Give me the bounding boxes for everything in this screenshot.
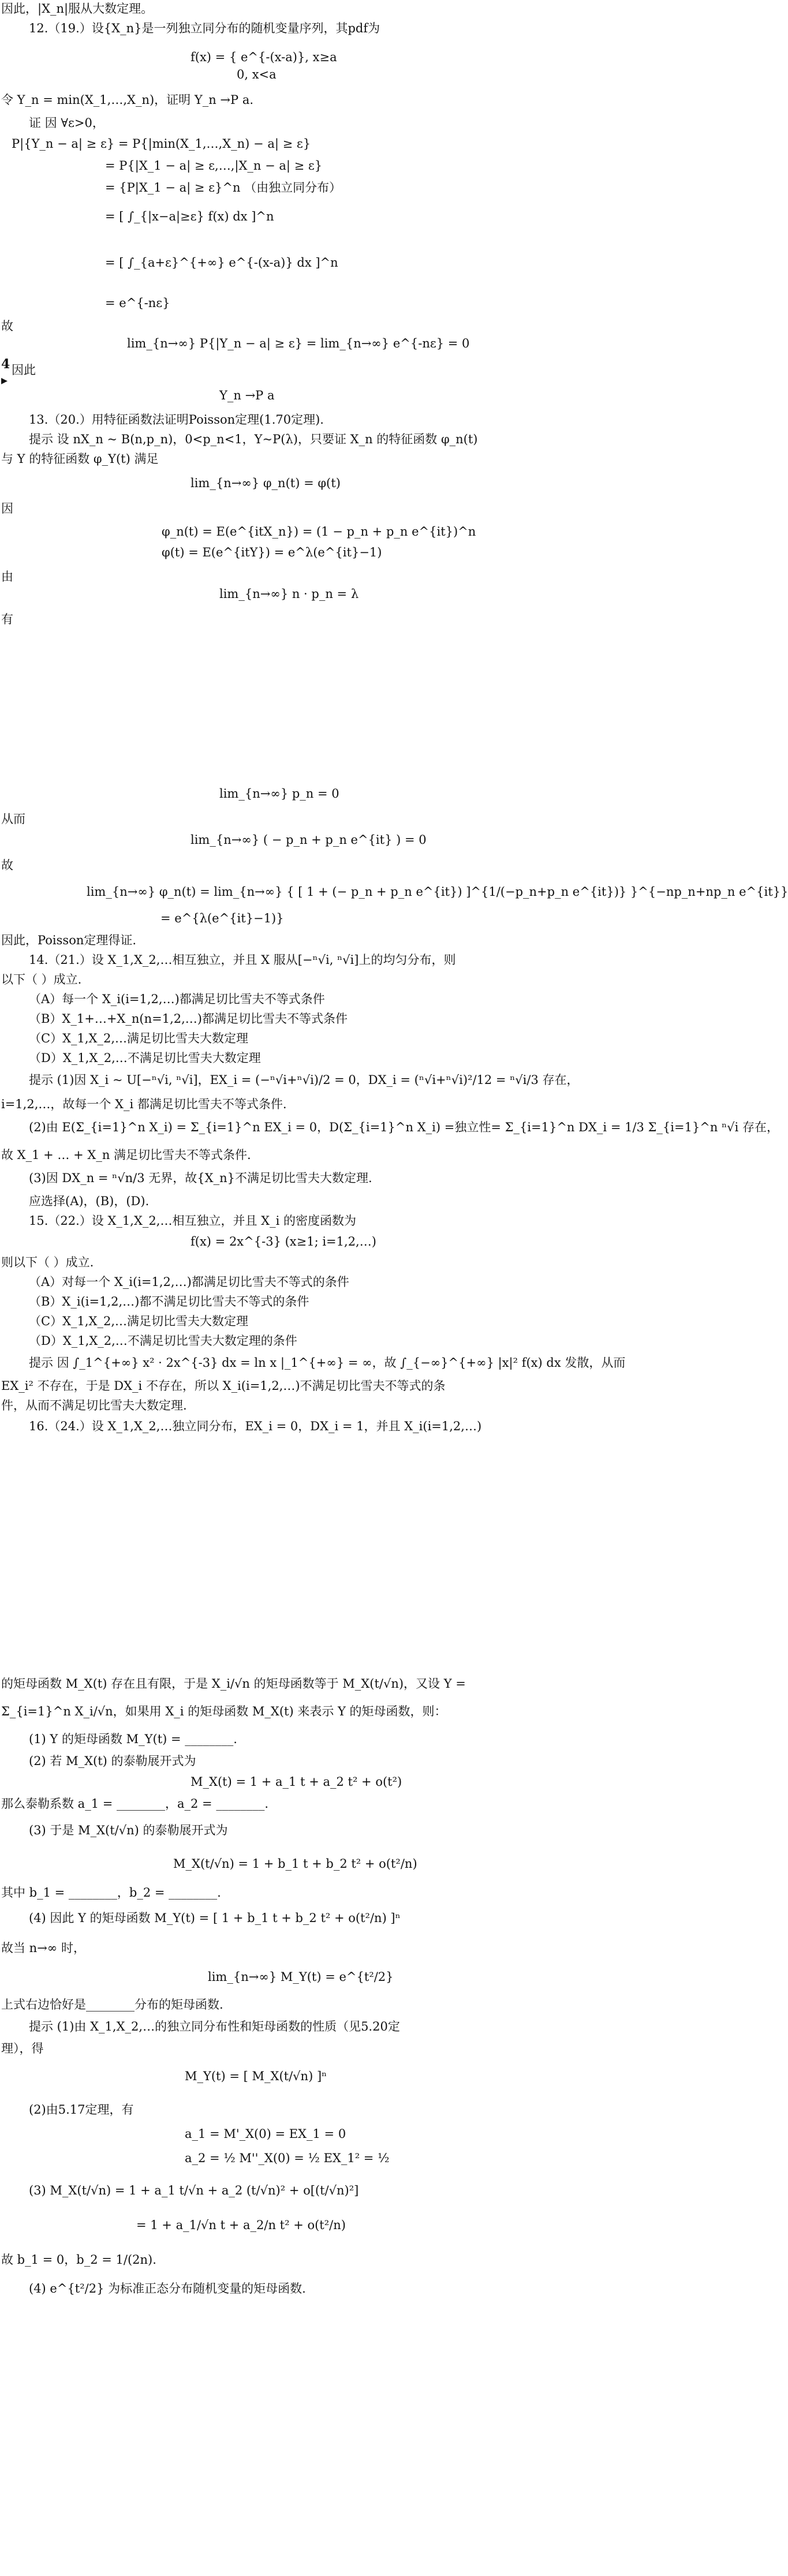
text-line-l09: = {P|X_1 − a| ≥ ε}^n （由独立同分布） — [105, 181, 342, 195]
text-line-l15: 因此 — [12, 363, 36, 377]
text-line-l47: f(x) = 2x^{-3} (x≥1; i=1,2,…) — [191, 1235, 376, 1248]
text-line-l71: 理），得 — [1, 2042, 44, 2055]
text-line-l22: φ_n(t) = E(e^{itX_n}) = (1 − p_n + p_n e^{it})^n — [162, 525, 476, 539]
text-line-l12: = e^{-nε} — [105, 296, 170, 310]
text-line-l38: （C）X_1,X_2,…满足切比雪夫大数定理 — [29, 1031, 249, 1045]
text-line-l08: = P{|X_1 − a| ≥ ε,…,|X_n − a| ≥ ε} — [105, 159, 323, 173]
text-line-l77: = 1 + a_1/√n t + a_2/n t² + o(t²/n) — [136, 2218, 346, 2232]
text-line-l16: Y_n →P a — [219, 388, 275, 402]
margin-mark-m2: ▸ — [1, 373, 8, 388]
text-line-l69: 上式右边恰好是________分布的矩母函数. — [1, 1998, 223, 2012]
text-line-l31: lim_{n→∞} φ_n(t) = lim_{n→∞} { [ 1 + (− p_n + p_n e^{it}) ]^{1/(−p_n+p_n e^{it})} }^{−np_n+np_n e^{it}} — [87, 885, 788, 899]
text-line-l43: 故 X_1 + … + X_n 满足切比雪夫不等式条件. — [1, 1148, 251, 1162]
text-line-l19: 与 Y 的特征函数 φ_Y(t) 满足 — [1, 452, 159, 466]
text-line-l53: 提示 因 ∫_1^{+∞} x² · 2x^{-3} dx = ln x |_1^{+∞} = ∞，故 ∫_{−∞}^{+∞} |x|² f(x) dx 发散，从而 — [29, 1356, 626, 1370]
text-line-l03: f(x) = { e^{-(x-a)}, x≥a — [191, 50, 337, 64]
text-line-l32: = e^{λ(e^{it}−1)} — [160, 911, 284, 925]
text-line-l05: 令 Y_n = min(X_1,…,X_n)，证明 Y_n →P a. — [1, 93, 254, 107]
text-line-l48: 则以下（ ）成立. — [1, 1255, 94, 1269]
text-line-l28: 从而 — [1, 812, 25, 826]
text-line-l70: 提示 (1)由 X_1,X_2,…的独立同分布性和矩母函数的性质（见5.20定 — [29, 2020, 400, 2033]
text-line-l13: 故 — [1, 319, 13, 333]
text-line-l41: i=1,2,…，故每一个 X_i 都满足切比雪夫不等式条件. — [1, 1097, 287, 1111]
text-line-l63: (3) 于是 M_X(t/√n) 的泰勒展开式为 — [29, 1823, 228, 1837]
text-line-l27: lim_{n→∞} p_n = 0 — [219, 787, 339, 801]
text-line-l01: 因此，|X_n|服从大数定理。 — [1, 2, 154, 16]
text-line-l51: （C）X_1,X_2,…满足切比雪夫大数定理 — [29, 1314, 249, 1328]
text-line-l76: (3) M_X(t/√n) = 1 + a_1 t/√n + a_2 (t/√n)² + o[(t/√n)²] — [29, 2184, 359, 2197]
text-line-l33: 因此，Poisson定理得证. — [1, 933, 137, 947]
text-line-l50: （B）X_i(i=1,2,…)都不满足切比雪夫不等式的条件 — [29, 1295, 309, 1308]
text-line-l35: 以下（ ）成立. — [1, 973, 82, 986]
text-line-l68: lim_{n→∞} M_Y(t) = e^{t²/2} — [208, 1970, 394, 1984]
text-line-l07: P|{Y_n − a| ≥ ε} = P{|min(X_1,…,X_n) − a| ≥ ε} — [12, 137, 311, 151]
text-line-l57: 的矩母函数 M_X(t) 存在且有限，于是 X_i/√n 的矩母函数等于 M_X(t/√n)，又设 Y = — [1, 1677, 466, 1691]
text-line-l60: (2) 若 M_X(t) 的泰勒展开式为 — [29, 1754, 196, 1768]
text-line-l29: lim_{n→∞} ( − p_n + p_n e^{it} ) = 0 — [191, 833, 427, 847]
text-line-l21: 因 — [1, 502, 13, 515]
text-line-l20: lim_{n→∞} φ_n(t) = φ(t) — [191, 476, 341, 490]
text-line-l25: lim_{n→∞} n · p_n = λ — [219, 587, 359, 601]
text-line-l23: φ(t) = E(e^{itY}) = e^λ(e^{it}−1) — [162, 545, 382, 559]
text-line-l62: 那么泰勒系数 a_1 = ________，a_2 = ________. — [1, 1797, 269, 1811]
text-line-l02: 12.（19.）设{X_n}是一列独立同分布的随机变量序列，其pdf为 — [29, 21, 380, 35]
text-line-l10: = [ ∫_{|x−a|≥ε} f(x) dx ]^n — [105, 210, 274, 223]
text-line-l36: （A）每一个 X_i(i=1,2,…)都满足切比雪夫不等式条件 — [29, 992, 325, 1006]
text-line-l54: EX_i² 不存在，于是 DX_i 不存在，所以 X_i(i=1,2,…)不满足切比雪夫不等式的条 — [1, 1379, 446, 1393]
text-line-l40: 提示 (1)因 X_i ~ U[−ⁿ√i, ⁿ√i]，EX_i = (−ⁿ√i+ⁿ√i)/2 = 0，DX_i = (ⁿ√i+ⁿ√i)²/12 = ⁿ√i/3 存在， — [29, 1073, 579, 1087]
text-line-l42: (2)由 E(Σ_{i=1}^n X_i) = Σ_{i=1}^n EX_i = 0，D(Σ_{i=1}^n X_i) =独立性= Σ_{i=1}^n DX_i = 1/3 Σ_{i=1}^n ⁿ√i 存在， — [29, 1120, 779, 1134]
text-line-l79: (4) e^{t²/2} 为标准正态分布随机变量的矩母函数. — [29, 2282, 306, 2295]
text-line-l06: 证 因 ∀ε>0， — [29, 116, 104, 130]
text-line-l39: （D）X_1,X_2,…不满足切比雪夫大数定理 — [29, 1051, 261, 1065]
text-line-l14: lim_{n→∞} P{|Y_n − a| ≥ ε} = lim_{n→∞} e^{-nε} = 0 — [127, 337, 470, 350]
text-line-l72: M_Y(t) = [ M_X(t/√n) ]ⁿ — [185, 2069, 327, 2083]
text-line-l74: a_1 = M'_X(0) = EX_1 = 0 — [185, 2127, 346, 2141]
margin-mark-m1: 4 — [1, 357, 10, 372]
text-line-l17: 13.（20.）用特征函数法证明Poisson定理(1.70定理). — [29, 413, 324, 427]
text-line-l56: 16.（24.）设 X_1,X_2,…独立同分布，EX_i = 0，DX_i = 1，并且 X_i(i=1,2,…) — [29, 1419, 482, 1433]
text-line-l11: = [ ∫_{a+ε}^{+∞} e^{-(x-a)} dx ]^n — [105, 256, 338, 270]
text-line-l75: a_2 = ½ M''_X(0) = ½ EX_1² = ½ — [185, 2151, 390, 2165]
text-line-l45: 应选择(A)，(B)，(D). — [29, 1194, 150, 1208]
text-line-l26: 有 — [1, 612, 13, 626]
text-line-l34: 14.（21.）设 X_1,X_2,…相互独立，并且 X 服从[−ⁿ√i, ⁿ√i]上的均匀分布，则 — [29, 953, 456, 967]
text-line-l73: (2)由5.17定理，有 — [29, 2103, 134, 2117]
text-line-l49: （A）对每一个 X_i(i=1,2,…)都满足切比雪夫不等式的条件 — [29, 1275, 349, 1289]
text-line-l04: 0, x<a — [237, 68, 277, 81]
text-line-l78: 故 b_1 = 0，b_2 = 1/(2n). — [1, 2253, 156, 2267]
text-line-l67: 故当 n→∞ 时， — [1, 1941, 85, 1955]
text-line-l18: 提示 设 nX_n ~ B(n,p_n)，0<p_n<1，Y~P(λ)，只要证 X_n 的特征函数 φ_n(t) — [29, 432, 478, 446]
text-line-l66: (4) 因此 Y 的矩母函数 M_Y(t) = [ 1 + b_1 t + b_2 t² + o(t²/n) ]ⁿ — [29, 1911, 401, 1925]
text-line-l52: （D）X_1,X_2,…不满足切比雪夫大数定理的条件 — [29, 1334, 297, 1348]
text-line-l59: (1) Y 的矩母函数 M_Y(t) = ________. — [29, 1732, 237, 1746]
text-line-l55: 件，从而不满足切比雪夫大数定理. — [1, 1399, 187, 1412]
text-line-l46: 15.（22.）设 X_1,X_2,…相互独立，并且 X_i 的密度函数为 — [29, 1214, 356, 1228]
text-line-l24: 由 — [1, 570, 13, 584]
text-line-l64: M_X(t/√n) = 1 + b_1 t + b_2 t² + o(t²/n) — [173, 1857, 417, 1871]
text-line-l58: Σ_{i=1}^n X_i/√n，如果用 X_i 的矩母函数 M_X(t) 来表示 Y 的矩母函数，则： — [1, 1704, 447, 1718]
text-line-l30: 故 — [1, 858, 13, 872]
text-line-l65: 其中 b_1 = ________，b_2 = ________. — [1, 1886, 221, 1900]
text-line-l37: （B）X_1+…+X_n(n=1,2,…)都满足切比雪夫不等式条件 — [29, 1012, 348, 1026]
text-line-l61: M_X(t) = 1 + a_1 t + a_2 t² + o(t²) — [191, 1775, 402, 1789]
text-line-l44: (3)因 DX_n = ⁿ√n/3 无界，故{X_n}不满足切比雪夫大数定理. — [29, 1171, 372, 1185]
